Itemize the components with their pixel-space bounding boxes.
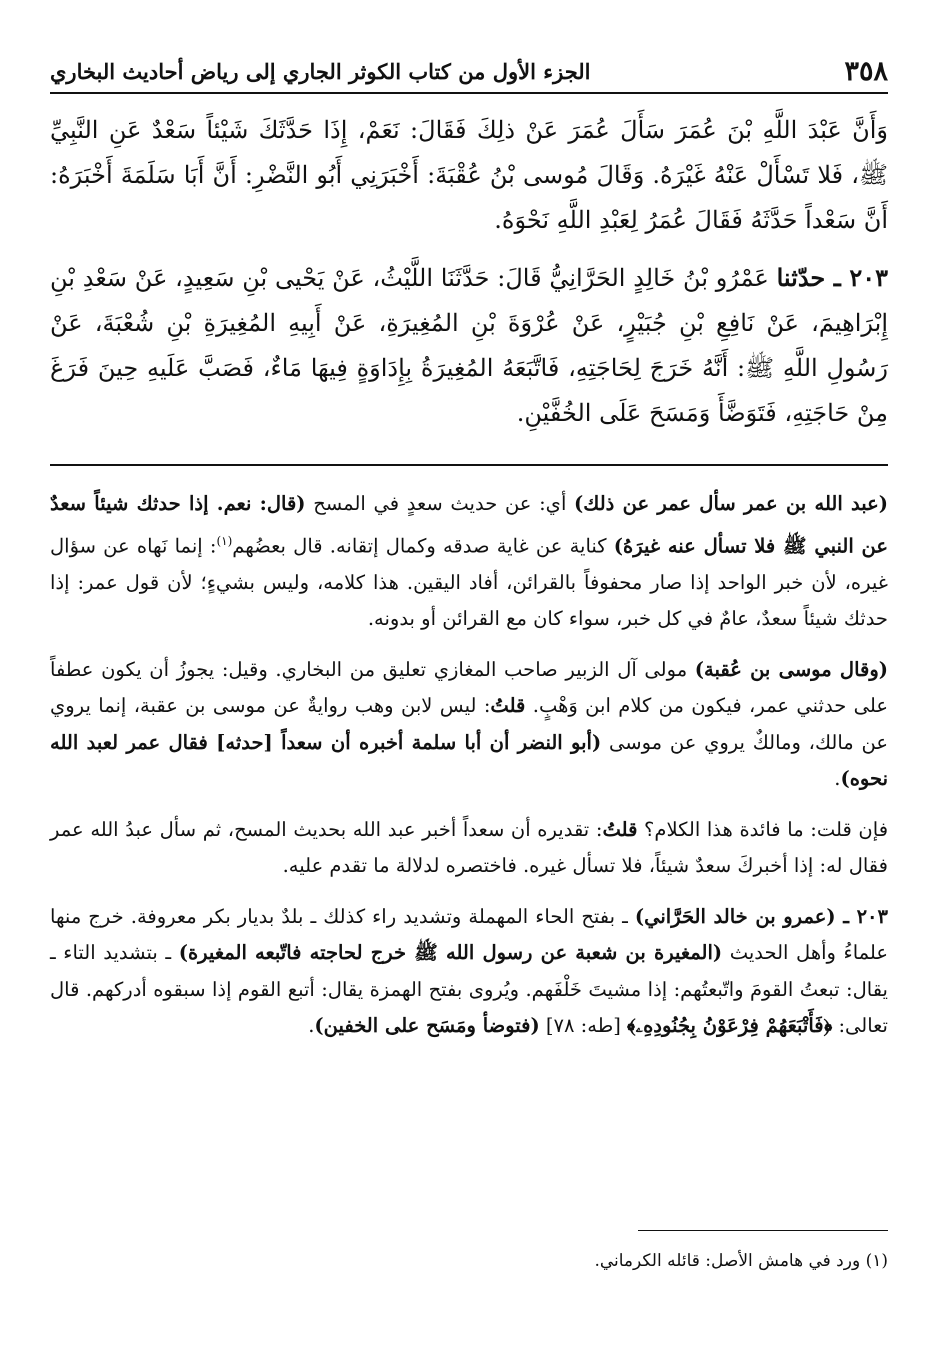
commentary-paragraph-3	[50, 812, 888, 885]
hadith-number: ٢٠٣	[849, 263, 888, 292]
footnote-marker: (١)	[865, 1251, 888, 1271]
commentary-text: أي: عن حديث سعدٍ في المسح	[305, 492, 575, 515]
page-number: ٣٥٨	[844, 56, 888, 87]
verse-reference: [طه: ٧٨]	[539, 1014, 628, 1037]
commentary-text: فإن قلت: ما فائدة هذا الكلام؟	[637, 817, 889, 841]
book-page	[50, 52, 888, 1312]
commentary	[50, 486, 888, 1045]
footnote	[594, 1247, 888, 1275]
quoted-phrase: (فتوضأ ومَسَح على الخفين)	[314, 1014, 540, 1037]
quoted-phrase: (عمرو بن خالد الحَرَّاني)	[634, 904, 836, 928]
commentary-paragraph-1	[50, 486, 888, 638]
hadith-text	[50, 108, 888, 436]
commentary-text: ـ بفتح الحاء المهملة وتشديد راء كذلك ـ بلدٌ بديار بكر معروفة. خرج منها علماءُ وأهل الحديث	[50, 904, 889, 964]
quoted-phrase: (قال: نعم. إذا حدثك شيئاً سعدٌ عن النبي ﷺ فلا تسأل عنه غيرَهُ)	[50, 492, 889, 557]
hadith-203-text: عَمْرُو بْنُ خَالِدٍ الحَرَّانِيُّ قَالَ: حَدَّثَنَا اللَّيْثُ، عَنْ يَحْيى بْنِ سَعِيدٍ، عَنْ سَعْدِ بْنِ إِبْرَاهِيمَ، عَنْ نَافِعِ بْنِ جُبَيْرٍ، عَنْ عُرْوَةَ بْنِ المُغِيرَةِ، عَنْ أَبِيهِ المُغِيرَةِ بْنِ شُعْبَةَ، عَنْ رَسُولِ اللَّهِ ﷺ: أَنَّهُ خَرَجَ لِحَاجَتِهِ، فَاتَّبَعَهُ المُغِيرَةُ بِإِدَاوَةٍ فِيهَا مَاءٌ، فَصَبَّ عَلَيهِ حِينَ فَرَغَ مِنْ حَاجَتِهِ، فَتَوَضَّأَ وَمَسَحَ عَلَى الخُفَّيْنِ.	[50, 264, 888, 427]
matn-sharh-divider	[50, 464, 888, 466]
commentary-text: كناية عن غاية صدقه وكمال إتقانه. قال بعضُهم	[232, 534, 614, 557]
commentary-text: .	[308, 1014, 315, 1037]
footnote-reference[interactable]: (١)	[216, 533, 233, 548]
hadith-number-separator: ـ	[825, 263, 850, 292]
commentary-text: مولى آل الزبير صاحب المغازي تعليق من البخاري. وقيل: يجوزُ أن يكون عطفاً على حدثني عمر، فيكون من كلام ابن وَهْبٍ.	[50, 657, 888, 717]
footnote-divider	[638, 1230, 888, 1231]
commentary-text: : ليس لابن وهب روايةٌ عن موسى بن عقبة، إنما يروي عن مالك، ومالكٌ يروي عن موسى	[50, 694, 888, 754]
commentary-text: : إنما نَهاه عن سؤال غيره، لأن خبر الواحد إذا صار محفوفاً بالقرائن، أفاد اليقين. هذا كلامه، وليس بشيءٍ؛ لأن قول عمر: إذا حدثك شيئاً سعدٌ، عامٌ في كل خبر، سواء كان مع القرائن أو بدونه.	[50, 534, 888, 630]
commentary-text: .	[834, 767, 841, 790]
commentary-text: : تقديره أن سعداً أخبر عبد الله بحديث المسح، ثم سأل عبدُ الله عمر فقال له: إذا أخبركَ سعدٌ شيئاً، فلا تسأل غيره. فاختصره لدلالة ما تقدم عليه.	[50, 817, 888, 877]
commentary-hadith-number: ٢٠٣ ـ	[835, 904, 888, 928]
footnote-text: ورد في هامش الأصل: قائله الكرماني.	[594, 1251, 866, 1271]
matn-paragraph-1: وَأَنَّ عَبْدَ اللَّهِ بْنَ عُمَرَ سَأَلَ عُمَرَ عَنْ ذلِكَ فَقَالَ: نَعَمْ، إِذَا حَدَّثَكَ شَيْئاً سَعْدٌ عَنِ النَّبِيِّ ﷺ، فَلا تَسْأَلْ عَنْهُ غَيْرَهُ. وَقَالَ مُوسى بْنُ عُقْبَةَ: أَخْبَرَنِي أَبُو النَّضْرِ: أَنَّ أَبَا سَلَمَةَ أَخْبَرَهُ: أَنَّ سَعْداً حَدَّثَهُ فَقَالَ عُمَرُ لِعَبْدِ اللَّهِ نَحْوَهُ.	[50, 116, 888, 234]
commentary-text: ـ بتشديد التاء ـ يقال: تبعتُ القومَ واتّبعتُهم: إذا مشيتَ خَلْفَهم. ويُروى بفتح الهمزة يقال: أتبع القوم إذا سبقوه أدركهم. قال تعالى:	[50, 941, 888, 1037]
commentary-paragraph-4	[50, 899, 888, 1045]
running-title: الجزء الأول من كتاب الكوثر الجاري إلى رياض أحاديث البخاري	[50, 59, 591, 84]
quoted-phrase: (المغيرة بن شعبة عن رسول الله ﷺ خرج لحاجته فاتّبعه المغيرة)	[178, 941, 723, 964]
quoted-phrase: (وقال موسى بن عُقبة)	[694, 657, 888, 681]
qultu-marker: قلتُ	[602, 817, 638, 841]
hadith-203	[50, 255, 888, 436]
quoted-phrase: (أبو النضر أن أبا سلمة أخبره أن سعداً [حدثه] فقال عمر لعبد الله نحوه)	[50, 730, 888, 790]
page-header	[50, 52, 888, 94]
quran-verse: ﴿فَأَتْبَعَهُمْ فِرْعَوْنُ بِجُنُودِهِۦ﴾	[627, 1014, 833, 1037]
qultu-marker: قلتُ	[490, 694, 526, 717]
hadith-lead-word: حدّثنا	[776, 263, 826, 292]
commentary-paragraph-2	[50, 652, 888, 798]
quoted-phrase: (عبد الله بن عمر سأل عمر عن ذلك)	[574, 492, 889, 515]
